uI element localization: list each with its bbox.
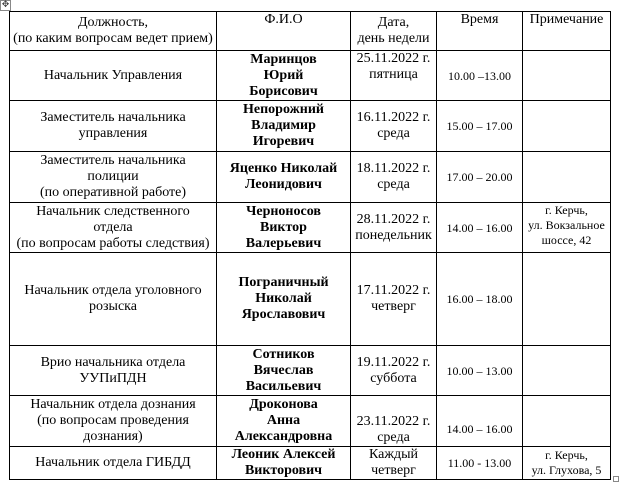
cell-date: 18.11.2022 г. среда xyxy=(351,152,437,203)
cell-note: г. Керчь, ул. Глухова, 5 xyxy=(523,447,611,480)
cell-note xyxy=(523,101,611,152)
cell-date: 23.11.2022 г. среда xyxy=(351,396,437,447)
header-time: Время xyxy=(437,12,523,51)
cell-position: Начальник отдела дознания (по вопросам проведения дознания) xyxy=(10,396,217,447)
cell-name: Яценко Николай Леонидович xyxy=(217,152,351,203)
cell-note: г. Керчь, ул. Вокзальное шоссе, 42 xyxy=(523,203,611,253)
cell-name: Дроконова Анна Александровна xyxy=(217,396,351,447)
header-position: Должность, (по каким вопросам ведет прием) xyxy=(10,12,217,51)
header-note: Примечание xyxy=(523,12,611,51)
cell-name: Маринцов Юрий Борисович xyxy=(217,51,351,101)
cell-time: 10.00 –13.00 xyxy=(437,51,523,101)
cell-name: Пограничный Николай Ярославович xyxy=(217,253,351,346)
table-row xyxy=(10,346,611,396)
cell-position: Начальник Управления xyxy=(10,51,217,101)
cell-date: 19.11.2022 г. суббота xyxy=(351,346,437,396)
reception-schedule-table xyxy=(9,11,611,480)
header-name: Ф.И.О xyxy=(217,12,351,51)
cell-time: 14.00 – 16.00 xyxy=(437,203,523,253)
table-header-row xyxy=(10,12,611,51)
cell-position: Заместитель начальника управления xyxy=(10,101,217,152)
cell-time: 16.00 – 18.00 xyxy=(437,253,523,346)
cell-date: 25.11.2022 г. пятница xyxy=(351,51,437,101)
cell-time: 17.00 – 20.00 xyxy=(437,152,523,203)
cell-note xyxy=(523,346,611,396)
cell-note xyxy=(523,51,611,101)
cell-name: Леоник Алексей Викторович xyxy=(217,447,351,480)
table-row xyxy=(10,396,611,447)
cell-name: Черноносов Виктор Валерьевич xyxy=(217,203,351,253)
cell-position: Врио начальника отдела УУПиПДН xyxy=(10,346,217,396)
table-row xyxy=(10,253,611,346)
cell-time: 10.00 – 13.00 xyxy=(437,346,523,396)
cell-name: Сотников Вячеслав Васильевич xyxy=(217,346,351,396)
cell-note xyxy=(523,253,611,346)
table-row xyxy=(10,51,611,101)
table-move-handle-icon[interactable]: ✥ xyxy=(1,0,10,10)
table-row xyxy=(10,101,611,152)
cell-time: 15.00 – 17.00 xyxy=(437,101,523,152)
cell-name: Непорожний Владимир Игоревич xyxy=(217,101,351,152)
cell-position: Начальник отдела ГИБДД xyxy=(10,447,217,480)
table-row xyxy=(10,152,611,203)
cell-date: Каждый четверг xyxy=(351,447,437,480)
cell-time: 11.00 - 13.00 xyxy=(437,447,523,480)
table-row xyxy=(10,203,611,253)
cell-date: 28.11.2022 г. понедельник xyxy=(351,203,437,253)
cell-time: 14.00 – 16.00 xyxy=(437,396,523,447)
cell-note xyxy=(523,152,611,203)
cell-date: 16.11.2022 г. среда xyxy=(351,101,437,152)
cell-position: Заместитель начальника полиции (по оперативной работе) xyxy=(10,152,217,203)
header-date: Дата, день недели xyxy=(351,12,437,51)
cell-position: Начальник отдела уголовного розыска xyxy=(10,253,217,346)
cell-note xyxy=(523,396,611,447)
cell-position: Начальник следственного отдела (по вопросам работы следствия) xyxy=(10,203,217,253)
cell-date: 17.11.2022 г. четверг xyxy=(351,253,437,346)
table-resize-handle[interactable] xyxy=(613,476,619,482)
table-row xyxy=(10,447,611,480)
